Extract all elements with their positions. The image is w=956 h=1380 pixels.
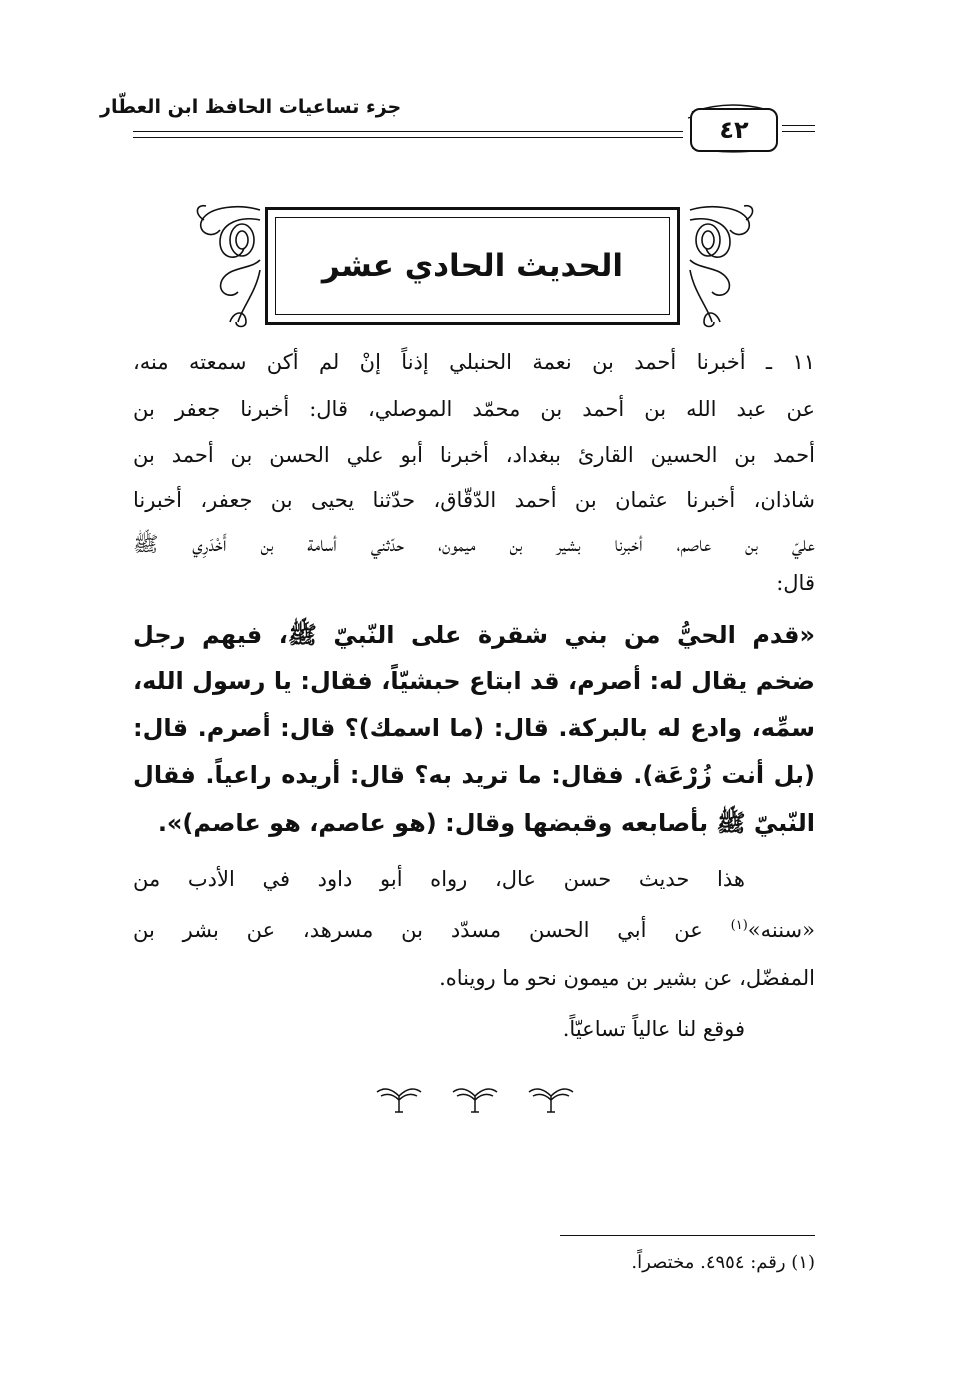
- section-end-ornament-icon: [375, 1082, 575, 1118]
- commentary-line-1-text: هذا حديث حسن عال، رواه أبو داود في الأدب من: [133, 867, 745, 891]
- matn-line-2: ضخم يقال له: أصرم، قد ابتاع حبشيّاً، فقال: يا رسول الله،: [133, 667, 815, 695]
- isnad-line-3: أحمد بن الحسين القارئ ببغداد، أخبرنا أبو علي الحسن بن أحمد بن: [133, 443, 815, 467]
- footnote-separator: [560, 1235, 815, 1236]
- isnad-line-2: عن عبد الله بن أحمد بن محمّد الموصلي، قال: أخبرنا جعفر بن: [133, 397, 815, 421]
- isnad-line-1: ١١ ـ أخبرنا أحمد بن نعمة الحنبلي إذناً إنْ لم أكن سمعته منه،: [133, 350, 815, 374]
- matn-line-4: (بل أنت زُرْعَة). فقال: ما تريد به؟ قال: أريده راعياً. فقال: [133, 761, 815, 789]
- chapter-title-frame: [265, 207, 680, 325]
- commentary-line-1: [133, 862, 745, 897]
- commentary-line-3: المفضّل، عن بشير بن ميمون نحو ما رويناه.: [439, 966, 815, 990]
- header-rule-bottom: [133, 137, 683, 138]
- isnad-line-6: قال:: [776, 571, 815, 595]
- sunan-title: «سننه»: [747, 918, 815, 942]
- footnote-reference[interactable]: (١): [730, 918, 748, 933]
- commentary-line-2-text: عن أبي الحسن مسدّد بن مسرهد، عن بشر بن: [133, 918, 731, 942]
- page-number: ٤٢: [690, 108, 778, 152]
- left-floral-ornament-icon: [190, 200, 265, 330]
- footnote: (١) رقم: ٤٩٥٤. مختصراً.: [631, 1252, 815, 1273]
- chapter-title-inner-frame: [275, 217, 670, 315]
- commentary-line-2: [133, 913, 815, 948]
- matn-line-3: سمِّه، وادع له بالبركة. قال: (ما اسمك)؟ قال: أصرم. قال:: [133, 714, 815, 742]
- isnad-line-5: عليّ بن عاصم، أخبرنا بشير بن ميمون، حدّثني أسامة بن أَخْدَرِي ﷺ: [133, 532, 815, 556]
- header-rule-top: [133, 131, 683, 132]
- chapter-title: الحديث الحادي عشر: [321, 248, 624, 284]
- running-title: جزء تساعيات الحافظ ابن العطّار: [100, 96, 402, 118]
- matn-line-5: النّبيّ ﷺ بأصابعه وقبضها وقال: (هو عاصم، هو عاصم)».: [157, 809, 815, 837]
- header-rule-right-bottom: [782, 131, 815, 132]
- commentary-line-4-text: فوقع لنا عالياً تساعيّاً.: [562, 1017, 745, 1041]
- header-rule-right-top: [782, 125, 815, 126]
- isnad-line-4: شاذان، أخبرنا عثمان بن أحمد الدّقّاق، حدّثنا يحيى بن جعفر، أخبرنا: [133, 488, 815, 512]
- right-floral-ornament-icon: [685, 200, 760, 330]
- commentary-line-4: [133, 1012, 745, 1047]
- matn-line-1: «قدم الحيُّ من بني شقرة على النّبيّ ﷺ، فيهم رجل: [133, 621, 815, 649]
